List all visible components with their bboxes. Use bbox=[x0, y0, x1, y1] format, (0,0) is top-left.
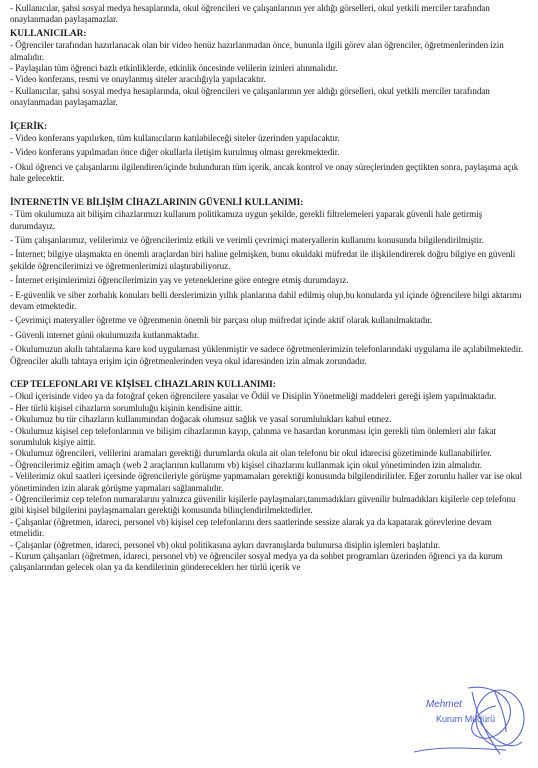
list-item: - Tüm okulumuza ait bilişim cihazlarımızı kullanım politikamıza uygun şekilde, gerekli filtrelemeleri yaparak güvenli hale getirmiş durumdayız. bbox=[10, 209, 483, 231]
list-item: - Video konferans, resmi ve onaylanmış siteler aracılığıyla yapılacaktır. bbox=[10, 74, 266, 85]
list-item: - Öğrencilerimiz cep telefon numaralarını yalnızca güvenilir kişilerle paylaşmaları,tanımadıkları güvenilir bulmadıkları kişilerle cep telefonu gibi kişisel bilgilerini paylaşmamaları gerektiği konusunda bilinçlendirilmektedirler. bbox=[10, 494, 516, 516]
list-item: - Her türlü kişisel cihazların sorumluluğu kişinin kendisine aittir. bbox=[10, 402, 243, 413]
section-heading-internet-safety: İNTERNETİN VE BİLİŞİM CİHAZLARININ GÜVENLİ KULLANIMI: bbox=[10, 197, 304, 208]
list-item: - Çevrimiçi materyaller öğretme ve öğrenmenin önemli bir parçası olup müfredat içinde aktif olarak kullanılmaktadır. bbox=[10, 315, 433, 326]
section-heading-content: İÇERİK: bbox=[10, 121, 48, 132]
list-item: - Okulumuzun akıllı tahtalarına kare kod uygulaması yüklenmiştir ve sadece öğretmenlerimizin telefonlarındaki uygulama ile açılabilmektedir. Öğrenciler akıllı tahtaya erişim için öğretmenlerinden veya okul idaresinden izin almak zorundadır. bbox=[10, 344, 523, 366]
section-phones-devices bbox=[10, 380, 526, 574]
list-item: - Kurum çalışanları (öğretmen, idareci, personel vb) ve öğrenciler sosyal medya ya da sohbet programları üzerinden öğrenci ya da kurum çalışanlarından gelecek olan ya da kendilerinin göndereceklerı her türlü içerik ve bbox=[10, 551, 503, 573]
section-heading-users: KULLANICILAR: bbox=[10, 28, 87, 39]
list-item: - Öğrencilerimiz eğitim amaçlı (web 2 araçlarının kullanımı vb) kişisel cihazlarını kullanmak için okul yönetiminden izin almalıdır. bbox=[10, 459, 482, 470]
list-item: - Okulumuz kişisel cep telefonlarının ve bilişim cihazlarının kayıp, çalınma ve hasardan korunması için gerekli tüm önlemleri alır fakat sorumluluk kişiye aittir. bbox=[10, 425, 496, 447]
list-item: - Paylaşılan tüm öğrenci bazlı etkinliklerde, etkinlik öncesinde velilerin izinleri alınmalıdır. bbox=[10, 63, 338, 74]
list-item: - Okul öğrenci ve çalışanlarını ilgilendiren/içinde bulunduran tüm içerik, ancak kontrol ve onay süreçlerinden geçtikten sonra, paylaşıma açık hale gelecektir. bbox=[10, 161, 519, 184]
signature-scribble-icon bbox=[410, 682, 530, 760]
list-item: - Çalışanlar (öğretmen, idareci, personel vb) okul politikasına aykırı davranışlarda bulunursa disiplin işlemleri başlatılır. bbox=[10, 539, 441, 550]
stamp-name: Mehmet bbox=[426, 699, 462, 710]
stamp-title: Kurum Müdürü bbox=[436, 714, 495, 724]
section-users bbox=[10, 29, 526, 109]
list-item: - İnternet erişimlerimizi öğrencilerimizin yaş ve yeteneklerine göre entegre etmiş durumdayız. bbox=[10, 275, 349, 286]
signature-stamp bbox=[410, 682, 530, 760]
list-item: - Video konferans yapılırken, tüm kullanıcıların katılabileceği siteler üzerinden yapılacaktır. bbox=[10, 133, 340, 144]
list-item: - Kullanıcılar, şahsi sosyal medya hesaplarında, okul öğrencileri ve çalışanlarının yer aldığı görselleri, okul yetkili merciler tarafından onaylanmadan paylaşamazlar. bbox=[10, 85, 490, 108]
list-item: - E-güvenlik ve siber zorbalık konuları belli derslerimizin yıllık planlarına dahil edilmiş olup,bu konularda yıl içinde öğrencilere bilgi aktarımı devam etmektedir. bbox=[10, 289, 522, 311]
list-item: - Öğrenciler tarafından hazırlanacak olan bir video henüz hazırlanmadan önce, bununla ilgili görev alan öğrenciler, öğretmenlerinden izin almalıdır. bbox=[10, 40, 504, 62]
section-heading-phones-devices: CEP TELEFONLARI VE KİŞİSEL CİHAZLARIN KULLANIMI: bbox=[10, 379, 276, 390]
list-item: - Çalışanlar (öğretmen, idareci, personel vb) kişisel cep telefonlarını ders saatlerinde sessize alarak ya da kapatarak görevlerine devam etmelidir. bbox=[10, 516, 492, 539]
list-item: - Okulumuz öğrencileri, velilerini aramaları gerektiği durumlarda okula ait olan telefonu bir okul idarecisi gözetiminde kullanabilirler. bbox=[10, 448, 492, 459]
intro-block bbox=[10, 3, 526, 26]
list-item: - Okulumuz bu tür cihazların kullanımından doğacak olumsuz sağlık ve yasal sorumlulukları kabul etmez. bbox=[10, 414, 392, 425]
list-item: - Okul içerisinde video ya da fotoğraf çeken öğrencilere yasalar ve Ödül ve Disiplin Yönetmeliği maddeleri gereği işlem yapılmaktadır. bbox=[10, 391, 497, 402]
section-content bbox=[10, 122, 526, 185]
list-item: - Velilerimiz okul saatleri içersinde öğrencileriyle görüşme yapmamaları gerektiği konusunda bilgilendirilirler. Eğer zorunlu haller var ise okul yönetiminden izin alarak görüşme yapmaları sağlanmalıdır. bbox=[10, 471, 523, 493]
intro-paragraph: - Kullanıcılar, şahsi sosyal medya hesaplarında, okul öğrencileri ve çalışanlarının yer aldığı görselleri, okul yetkili merciler tarafından onaylanmadan paylaşamazlar. bbox=[10, 3, 490, 25]
list-item: - Video konferans yapılmadan önce diğer okullarla iletişim kurulmuş olması gerekmektedir. bbox=[10, 147, 340, 158]
list-item: - İnternet; bilgiye ulaşmakta en önemli araçlardan biri haline gelmişken, bunu okuldaki müfredat ile ilişkilendirerek doğru bilgiye en güvenli şekilde öğrencilerimizi ve öğretmenlerimizi ulaştırabiliyoruz. bbox=[10, 249, 516, 271]
section-internet-safety bbox=[10, 198, 526, 367]
list-item: - Tüm çalışanlarımız, velilerimiz ve öğrencilerimiz etkili ve verimli çevrimiçi materyallerin kullanımı konusunda bilgilendirilmiştir. bbox=[10, 234, 484, 245]
list-item: - Güvenli internet günü okulumuzda kutlanmaktadır. bbox=[10, 329, 199, 340]
